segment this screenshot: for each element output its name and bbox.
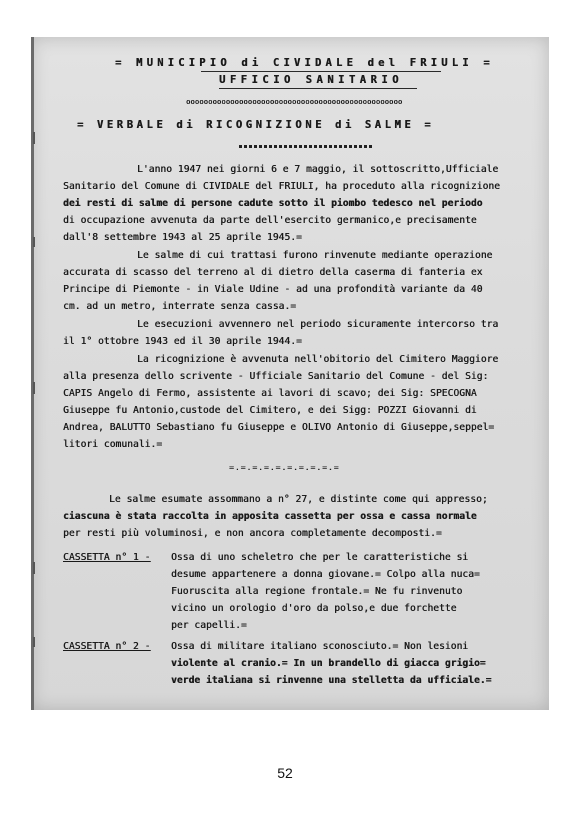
p4-line-1: La ricognizione è avvenuta nell'obitorio del Cimitero Maggiore xyxy=(137,354,499,365)
cassetta-2-line-1: Ossa di militare italiano sconosciuto.= Non lesioni xyxy=(171,641,469,652)
p3-line-2: il 1° ottobre 1943 ed il 30 aprile 1944.= xyxy=(63,336,302,347)
cassetta-1-line-1: Ossa di uno scheletro che per le caratteristiche si xyxy=(171,552,469,563)
municipality-header: = MUNICIPIO di CIVIDALE del FRIULI = xyxy=(115,57,494,69)
cassetta-2-label: CASSETTA n° 2 - xyxy=(63,641,151,652)
cassetta-1-line-3: Fuoruscita alla regione frontale.= Ne fu rinvenuto xyxy=(171,586,463,597)
p1-line-1: L'anno 1947 nei giorni 6 e 7 maggio, il sottoscritto,Ufficiale xyxy=(137,164,499,175)
scanned-document-page xyxy=(31,37,549,710)
summary-line-1: Le salme esumate assommano a n° 27, e distinte come qui appresso; xyxy=(109,494,488,505)
cassetta-1-label: CASSETTA n° 1 - xyxy=(63,552,151,563)
p4-line-5: Andrea, BALUTTO Sebastiano fu Giuseppe e OLIVO Antonio di Giuseppe,seppel= xyxy=(63,422,495,433)
margin-mark xyxy=(33,382,35,394)
p1-line-4: di occupazione avvenuta da parte dell'esercito germanico,e precisamente xyxy=(63,215,477,226)
office-header: UFFICIO SANITARIO xyxy=(219,74,403,86)
p1-line-3: dei resti di salme di persone cadute sotto il piombo tedesco nel periodo xyxy=(63,198,483,209)
summary-line-3: per resti più voluminosi, e non ancora completamente decomposti.= xyxy=(63,528,442,539)
cassetta-1-line-2: desume appartenere a donna giovane.= Colpo alla nuca= xyxy=(171,569,480,580)
page-number: 52 xyxy=(277,765,293,781)
ornament-line: ooooooooooooooooooooooooooooooooooooooooooooooooo xyxy=(186,98,403,106)
p4-line-6: litori comunali.= xyxy=(63,439,163,450)
margin-mark xyxy=(33,132,35,144)
p2-line-2: accurata di scasso del terreno al di dietro della caserma di fanteria ex xyxy=(63,267,483,278)
margin-mark xyxy=(33,237,35,247)
summary-line-2: ciascuna è stata raccolta in apposita cassetta per ossa e cassa normale xyxy=(63,511,477,522)
section-separator: =.=.=.=.=.=.=.=.=.= xyxy=(229,463,340,472)
p4-line-3: CAPIS Angelo di Fermo, assistente ai lavori di scavo; dei Sig: SPECOGNA xyxy=(63,388,477,399)
cassetta-2-line-3: verde italiana si rinvenne una stelletta da ufficiale.= xyxy=(171,675,492,686)
office-underline xyxy=(219,88,417,89)
p2-line-4: cm. ad un metro, interrate senza cassa.= xyxy=(63,301,297,312)
cassetta-1-line-4: vicino un orologio d'oro da polso,e due forchette xyxy=(171,603,457,614)
title-rule xyxy=(239,145,373,148)
header-underline xyxy=(201,71,441,72)
p2-line-3: Principe di Piemonte - in Viale Udine - ad una profondità variante da 40 xyxy=(63,284,483,295)
document-title: = VERBALE di RICOGNIZIONE di SALME = xyxy=(77,119,435,131)
p4-line-2: alla presenza dello scrivente - Ufficiale Sanitario del Comune - del Sig: xyxy=(63,371,489,382)
margin-mark xyxy=(33,562,35,574)
cassetta-1-line-5: per capelli.= xyxy=(171,620,247,631)
p3-line-1: Le esecuzioni avvennero nel periodo sicuramente intercorso tra xyxy=(137,319,499,330)
p4-line-4: Giuseppe fu Antonio,custode del Cimitero, e dei Sigg: POZZI Giovanni di xyxy=(63,405,477,416)
p1-line-2: Sanitario del Comune di CIVIDALE del FRIULI, ha proceduto alla ricognizione xyxy=(63,181,500,192)
cassetta-2-line-2: violente al cranio.= In un brandello di giacca grigio= xyxy=(171,658,486,669)
p1-line-5: dall'8 settembre 1943 al 25 aprile 1945.= xyxy=(63,232,302,243)
p2-line-1: Le salme di cui trattasi furono rinvenute mediante operazione xyxy=(137,250,493,261)
margin-mark xyxy=(33,637,35,647)
